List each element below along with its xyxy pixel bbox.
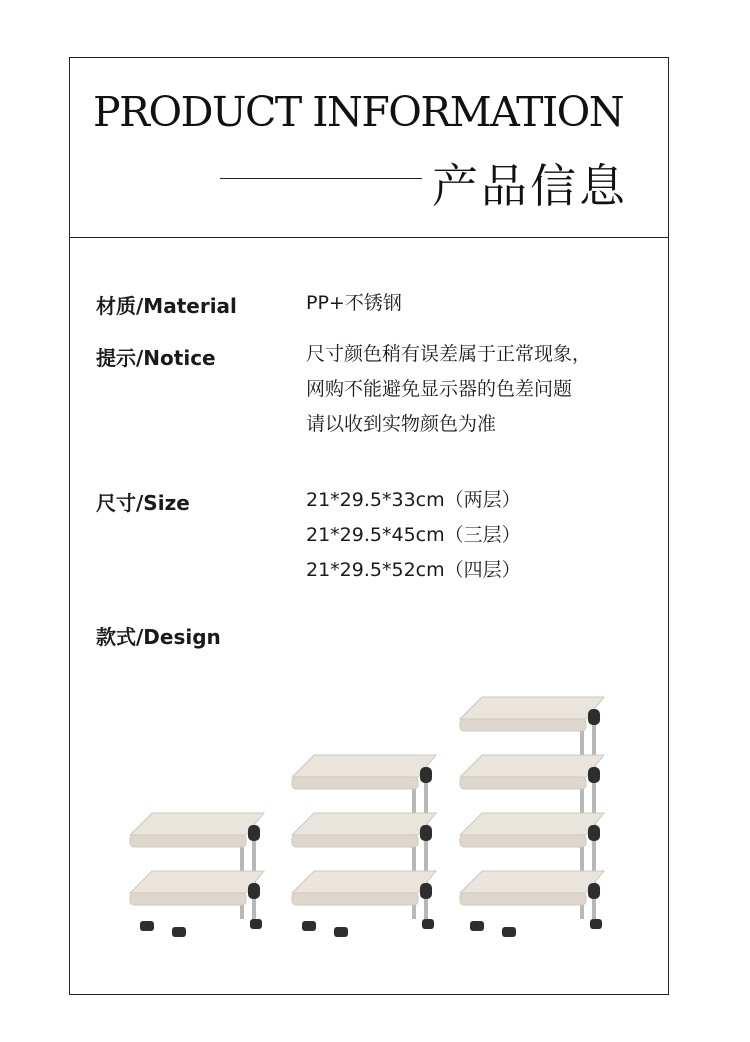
foot xyxy=(470,921,484,931)
shelf-top xyxy=(292,755,436,777)
joint xyxy=(248,825,260,841)
foot xyxy=(334,927,348,937)
joint xyxy=(420,825,432,841)
shelf-top xyxy=(130,813,264,835)
shelf-top xyxy=(460,697,604,719)
shelf-front xyxy=(292,777,418,789)
shelf-front xyxy=(130,893,246,905)
foot xyxy=(250,919,262,929)
foot xyxy=(172,927,186,937)
shelf-top xyxy=(130,871,264,893)
material-label: 材质/Material xyxy=(96,294,237,318)
shelf-front xyxy=(292,835,418,847)
size-line: 21*29.5*52cm（四层） xyxy=(306,559,521,581)
size-value xyxy=(306,483,521,588)
foot xyxy=(590,919,602,929)
notice-line: 尺寸颜色稍有误差属于正常现象， xyxy=(306,343,592,365)
joint xyxy=(588,883,600,899)
three-tier-rack xyxy=(292,755,436,937)
shelf-front xyxy=(292,893,418,905)
shelf xyxy=(460,813,604,847)
foot xyxy=(302,921,316,931)
joint xyxy=(420,767,432,783)
shelf-front xyxy=(460,777,586,789)
foot xyxy=(140,921,154,931)
size-line: 21*29.5*33cm（两层） xyxy=(306,489,521,511)
header-divider xyxy=(69,237,669,238)
joint xyxy=(588,709,600,725)
shelf-top xyxy=(460,813,604,835)
notice-line: 网购不能避免显示器的色差问题 xyxy=(306,378,573,400)
title-decor-line xyxy=(220,178,422,179)
shelf-front xyxy=(460,893,586,905)
shelf xyxy=(460,697,604,731)
joint xyxy=(420,883,432,899)
shelf xyxy=(130,813,264,847)
material-line: PP+不锈钢 xyxy=(306,292,402,314)
shelf-top xyxy=(460,871,604,893)
shelf xyxy=(292,755,436,789)
shelf-top xyxy=(460,755,604,777)
notice-value xyxy=(306,337,591,442)
shelf xyxy=(130,871,264,905)
shelf-top xyxy=(292,871,436,893)
title-chinese: 产品信息 xyxy=(432,159,628,213)
shelf xyxy=(292,813,436,847)
joint xyxy=(248,883,260,899)
shelf-front xyxy=(460,835,586,847)
shelf xyxy=(292,871,436,905)
joint xyxy=(588,767,600,783)
material-value xyxy=(306,286,402,321)
design-label: 款式/Design xyxy=(96,625,221,649)
two-tier-rack xyxy=(130,813,264,937)
four-tier-rack xyxy=(460,697,604,937)
foot xyxy=(422,919,434,929)
shelf xyxy=(460,755,604,789)
shelf xyxy=(460,871,604,905)
shelf-top xyxy=(292,813,436,835)
foot xyxy=(502,927,516,937)
title-english: PRODUCT INFORMATION xyxy=(93,88,624,136)
shelf-front xyxy=(130,835,246,847)
notice-line: 请以收到实物颜色为准 xyxy=(306,413,497,435)
product-design-images xyxy=(120,675,620,945)
shelf-front xyxy=(460,719,586,731)
size-label: 尺寸/Size xyxy=(96,491,190,515)
notice-label: 提示/Notice xyxy=(96,346,216,370)
size-line: 21*29.5*45cm（三层） xyxy=(306,524,521,546)
joint xyxy=(588,825,600,841)
